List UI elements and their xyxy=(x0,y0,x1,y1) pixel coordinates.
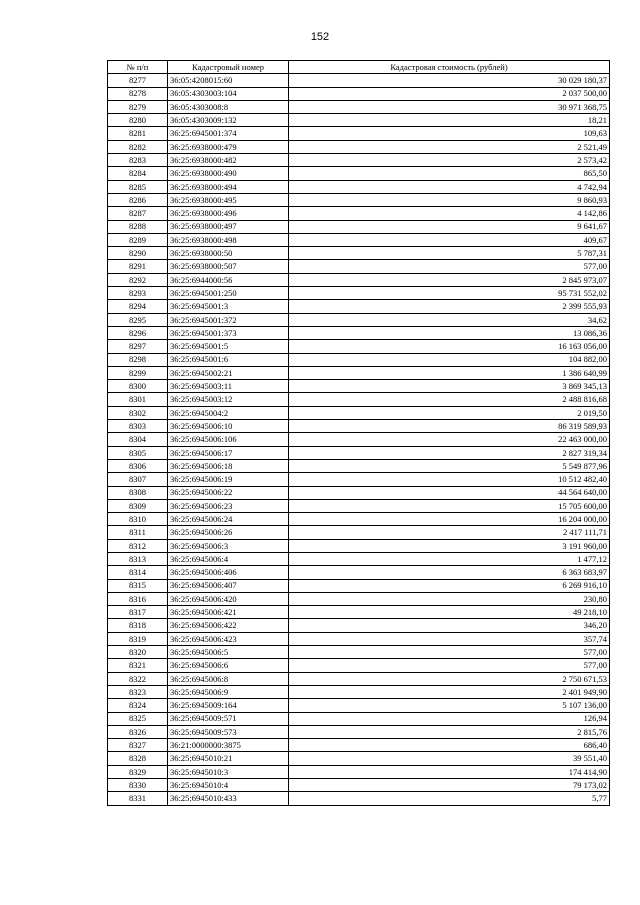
cadastral-value-cell: 4 742,94 xyxy=(289,180,610,193)
table-row xyxy=(108,606,610,619)
table-row xyxy=(108,233,610,246)
row-number-cell: 8327 xyxy=(108,739,168,752)
cadastral-value-cell: 44 564 640,00 xyxy=(289,486,610,499)
row-number-cell: 8277 xyxy=(108,74,168,87)
row-number-cell: 8319 xyxy=(108,632,168,645)
cadastral-number-cell: 36:25:6945006:106 xyxy=(168,433,289,446)
cadastral-value-cell: 865,50 xyxy=(289,167,610,180)
table-row xyxy=(108,765,610,778)
cadastral-value-cell: 16 204 000,00 xyxy=(289,513,610,526)
table-row xyxy=(108,632,610,645)
cadastral-number-cell: 36:05:4208015:60 xyxy=(168,74,289,87)
table-row xyxy=(108,699,610,712)
row-number-cell: 8323 xyxy=(108,685,168,698)
cadastral-value-cell: 30 971 368,75 xyxy=(289,100,610,113)
row-number-cell: 8317 xyxy=(108,606,168,619)
table-row xyxy=(108,140,610,153)
row-number-cell: 8297 xyxy=(108,340,168,353)
cadastral-value-cell: 2 037 500,00 xyxy=(289,87,610,100)
cadastral-number-cell: 36:25:6945006:423 xyxy=(168,632,289,645)
table-row xyxy=(108,739,610,752)
row-number-cell: 8318 xyxy=(108,619,168,632)
row-number-cell: 8316 xyxy=(108,592,168,605)
cadastral-number-cell: 36:25:6944000:56 xyxy=(168,273,289,286)
cadastral-number-cell: 36:25:6945001:372 xyxy=(168,313,289,326)
cadastral-value-cell: 3 191 960,00 xyxy=(289,539,610,552)
cadastral-value-cell: 5 787,31 xyxy=(289,247,610,260)
table-row xyxy=(108,260,610,273)
table-row xyxy=(108,393,610,406)
cadastral-value-cell: 577,00 xyxy=(289,646,610,659)
row-number-cell: 8298 xyxy=(108,353,168,366)
row-number-cell: 8314 xyxy=(108,566,168,579)
cadastral-number-cell: 36:25:6938000:498 xyxy=(168,233,289,246)
cadastral-number-cell: 36:25:6945001:250 xyxy=(168,287,289,300)
row-number-cell: 8299 xyxy=(108,366,168,379)
cadastral-value-cell: 9 860,93 xyxy=(289,193,610,206)
cadastral-number-cell: 36:05:4303008:8 xyxy=(168,100,289,113)
cadastral-value-cell: 18,21 xyxy=(289,114,610,127)
cadastral-number-cell: 36:25:6945006:18 xyxy=(168,459,289,472)
cadastral-value-cell: 30 029 180,37 xyxy=(289,74,610,87)
cadastral-number-cell: 36:25:6945002:21 xyxy=(168,366,289,379)
table-row xyxy=(108,513,610,526)
table-row xyxy=(108,566,610,579)
row-number-cell: 8282 xyxy=(108,140,168,153)
cadastral-value-cell: 15 705 600,00 xyxy=(289,499,610,512)
cadastral-value-cell: 2 401 949,90 xyxy=(289,685,610,698)
cadastral-value-cell: 126,94 xyxy=(289,712,610,725)
cadastral-number-cell: 36:25:6945003:11 xyxy=(168,380,289,393)
cadastral-value-cell: 6 363 683,97 xyxy=(289,566,610,579)
cadastral-number-cell: 36:25:6945006:26 xyxy=(168,526,289,539)
table-row xyxy=(108,659,610,672)
table-row xyxy=(108,486,610,499)
row-number-cell: 8325 xyxy=(108,712,168,725)
row-number-cell: 8291 xyxy=(108,260,168,273)
cadastral-number-cell: 36:25:6945009:164 xyxy=(168,699,289,712)
cadastral-number-cell: 36:25:6945006:4 xyxy=(168,552,289,565)
cadastral-value-cell: 2 573,42 xyxy=(289,154,610,167)
row-number-cell: 8310 xyxy=(108,513,168,526)
cadastral-number-cell: 36:25:6938000:497 xyxy=(168,220,289,233)
cadastral-value-cell: 49 218,10 xyxy=(289,606,610,619)
row-number-cell: 8304 xyxy=(108,433,168,446)
cadastral-value-cell: 3 869 345,13 xyxy=(289,380,610,393)
table-row xyxy=(108,672,610,685)
table-row xyxy=(108,712,610,725)
column-header-cadastral-number: Кадастровый номер xyxy=(168,61,289,74)
table-body xyxy=(108,74,610,805)
table-row xyxy=(108,646,610,659)
cadastral-number-cell: 36:25:6945004:2 xyxy=(168,406,289,419)
cadastral-value-cell: 2 019,50 xyxy=(289,406,610,419)
cadastral-value-cell: 16 163 056,00 xyxy=(289,340,610,353)
row-number-cell: 8326 xyxy=(108,725,168,738)
row-number-cell: 8286 xyxy=(108,193,168,206)
cadastral-number-cell: 36:25:6945006:6 xyxy=(168,659,289,672)
row-number-cell: 8290 xyxy=(108,247,168,260)
cadastral-value-cell: 5 549 877,96 xyxy=(289,459,610,472)
row-number-cell: 8279 xyxy=(108,100,168,113)
table-row xyxy=(108,74,610,87)
cadastral-value-cell: 109,63 xyxy=(289,127,610,140)
cadastral-value-cell: 79 173,02 xyxy=(289,779,610,792)
row-number-cell: 8293 xyxy=(108,287,168,300)
table-row xyxy=(108,366,610,379)
cadastral-value-table xyxy=(107,60,610,806)
cadastral-number-cell: 36:25:6938000:490 xyxy=(168,167,289,180)
table-row xyxy=(108,406,610,419)
table-row xyxy=(108,459,610,472)
cadastral-number-cell: 36:25:6945010:21 xyxy=(168,752,289,765)
cadastral-number-cell: 36:25:6945006:22 xyxy=(168,486,289,499)
row-number-cell: 8300 xyxy=(108,380,168,393)
row-number-cell: 8302 xyxy=(108,406,168,419)
row-number-cell: 8305 xyxy=(108,446,168,459)
cadastral-value-cell: 104 882,00 xyxy=(289,353,610,366)
table-row xyxy=(108,114,610,127)
cadastral-number-cell: 36:25:6945001:6 xyxy=(168,353,289,366)
table-row xyxy=(108,193,610,206)
table-row xyxy=(108,220,610,233)
cadastral-value-cell: 2 521,49 xyxy=(289,140,610,153)
cadastral-number-cell: 36:25:6938000:496 xyxy=(168,207,289,220)
cadastral-value-cell: 34,62 xyxy=(289,313,610,326)
cadastral-number-cell: 36:25:6945001:374 xyxy=(168,127,289,140)
row-number-cell: 8289 xyxy=(108,233,168,246)
cadastral-number-cell: 36:25:6945009:571 xyxy=(168,712,289,725)
table-row xyxy=(108,446,610,459)
table-row xyxy=(108,380,610,393)
row-number-cell: 8303 xyxy=(108,420,168,433)
cadastral-number-cell: 36:25:6945006:9 xyxy=(168,685,289,698)
cadastral-value-cell: 5 107 136,00 xyxy=(289,699,610,712)
column-header-number: № п/п xyxy=(108,61,168,74)
cadastral-value-cell: 174 414,90 xyxy=(289,765,610,778)
cadastral-number-cell: 36:25:6945001:373 xyxy=(168,326,289,339)
table-row xyxy=(108,685,610,698)
table-row xyxy=(108,340,610,353)
row-number-cell: 8281 xyxy=(108,127,168,140)
cadastral-number-cell: 36:25:6945006:24 xyxy=(168,513,289,526)
cadastral-value-cell: 6 269 916,10 xyxy=(289,579,610,592)
cadastral-value-cell: 2 827 319,34 xyxy=(289,446,610,459)
table-row xyxy=(108,526,610,539)
cadastral-number-cell: 36:25:6938000:479 xyxy=(168,140,289,153)
cadastral-value-cell: 2 488 816,68 xyxy=(289,393,610,406)
column-header-cadastral-value: Кадастровая стоимость (рублей) xyxy=(289,61,610,74)
cadastral-number-cell: 36:25:6945006:406 xyxy=(168,566,289,579)
row-number-cell: 8292 xyxy=(108,273,168,286)
cadastral-number-cell: 36:25:6945009:573 xyxy=(168,725,289,738)
cadastral-value-cell: 2 399 555,93 xyxy=(289,300,610,313)
row-number-cell: 8308 xyxy=(108,486,168,499)
cadastral-number-cell: 36:25:6938000:495 xyxy=(168,193,289,206)
cadastral-value-cell: 346,20 xyxy=(289,619,610,632)
table-row xyxy=(108,433,610,446)
cadastral-number-cell: 36:25:6945006:5 xyxy=(168,646,289,659)
cadastral-number-cell: 36:25:6938000:507 xyxy=(168,260,289,273)
row-number-cell: 8321 xyxy=(108,659,168,672)
cadastral-value-cell: 577,00 xyxy=(289,260,610,273)
row-number-cell: 8287 xyxy=(108,207,168,220)
table-row xyxy=(108,273,610,286)
table-header-row xyxy=(108,61,610,74)
cadastral-number-cell: 36:25:6945006:23 xyxy=(168,499,289,512)
cadastral-value-cell: 2 750 671,53 xyxy=(289,672,610,685)
row-number-cell: 8278 xyxy=(108,87,168,100)
table-row xyxy=(108,752,610,765)
row-number-cell: 8296 xyxy=(108,326,168,339)
cadastral-number-cell: 36:25:6945006:420 xyxy=(168,592,289,605)
cadastral-number-cell: 36:25:6945010:4 xyxy=(168,779,289,792)
cadastral-value-cell: 1 477,12 xyxy=(289,552,610,565)
cadastral-number-cell: 36:25:6945006:19 xyxy=(168,473,289,486)
row-number-cell: 8301 xyxy=(108,393,168,406)
table-row xyxy=(108,326,610,339)
cadastral-value-cell: 22 463 000,00 xyxy=(289,433,610,446)
row-number-cell: 8295 xyxy=(108,313,168,326)
table-row xyxy=(108,499,610,512)
cadastral-value-cell: 2 417 111,71 xyxy=(289,526,610,539)
row-number-cell: 8322 xyxy=(108,672,168,685)
cadastral-number-cell: 36:25:6945010:433 xyxy=(168,792,289,805)
row-number-cell: 8306 xyxy=(108,459,168,472)
cadastral-number-cell: 36:25:6938000:494 xyxy=(168,180,289,193)
row-number-cell: 8309 xyxy=(108,499,168,512)
table-row xyxy=(108,353,610,366)
page-number: 152 xyxy=(310,31,330,43)
row-number-cell: 8307 xyxy=(108,473,168,486)
row-number-cell: 8294 xyxy=(108,300,168,313)
cadastral-value-cell: 686,40 xyxy=(289,739,610,752)
cadastral-number-cell: 36:25:6945006:421 xyxy=(168,606,289,619)
table-row xyxy=(108,552,610,565)
row-number-cell: 8280 xyxy=(108,114,168,127)
cadastral-number-cell: 36:25:6938000:50 xyxy=(168,247,289,260)
row-number-cell: 8311 xyxy=(108,526,168,539)
table-row xyxy=(108,287,610,300)
table-row xyxy=(108,167,610,180)
cadastral-value-cell: 1 386 640,99 xyxy=(289,366,610,379)
row-number-cell: 8283 xyxy=(108,154,168,167)
cadastral-value-cell: 357,74 xyxy=(289,632,610,645)
row-number-cell: 8328 xyxy=(108,752,168,765)
table-row xyxy=(108,207,610,220)
table-row xyxy=(108,725,610,738)
cadastral-value-cell: 95 731 552,02 xyxy=(289,287,610,300)
cadastral-number-cell: 36:25:6945006:8 xyxy=(168,672,289,685)
cadastral-number-cell: 36:25:6945006:422 xyxy=(168,619,289,632)
cadastral-number-cell: 36:25:6945010:3 xyxy=(168,765,289,778)
table-row xyxy=(108,579,610,592)
row-number-cell: 8324 xyxy=(108,699,168,712)
cadastral-value-cell: 409,67 xyxy=(289,233,610,246)
row-number-cell: 8288 xyxy=(108,220,168,233)
cadastral-number-cell: 36:25:6938000:482 xyxy=(168,154,289,167)
cadastral-value-cell: 86 319 589,93 xyxy=(289,420,610,433)
table-row xyxy=(108,619,610,632)
cadastral-number-cell: 36:21:0000000:3875 xyxy=(168,739,289,752)
row-number-cell: 8285 xyxy=(108,180,168,193)
cadastral-number-cell: 36:05:4303003:104 xyxy=(168,87,289,100)
cadastral-number-cell: 36:05:4303009:132 xyxy=(168,114,289,127)
table-row xyxy=(108,420,610,433)
row-number-cell: 8313 xyxy=(108,552,168,565)
cadastral-number-cell: 36:25:6945006:3 xyxy=(168,539,289,552)
table-row xyxy=(108,180,610,193)
cadastral-number-cell: 36:25:6945006:17 xyxy=(168,446,289,459)
table-row xyxy=(108,779,610,792)
table-row xyxy=(108,300,610,313)
cadastral-value-cell: 2 815,76 xyxy=(289,725,610,738)
table-row xyxy=(108,127,610,140)
row-number-cell: 8331 xyxy=(108,792,168,805)
cadastral-number-cell: 36:25:6945001:5 xyxy=(168,340,289,353)
row-number-cell: 8312 xyxy=(108,539,168,552)
cadastral-value-cell: 13 086,36 xyxy=(289,326,610,339)
table-row xyxy=(108,87,610,100)
cadastral-value-cell: 10 512 482,40 xyxy=(289,473,610,486)
cadastral-number-cell: 36:25:6945006:407 xyxy=(168,579,289,592)
cadastral-number-cell: 36:25:6945006:10 xyxy=(168,420,289,433)
cadastral-value-cell: 9 641,67 xyxy=(289,220,610,233)
table-row xyxy=(108,592,610,605)
cadastral-value-cell: 2 845 973,07 xyxy=(289,273,610,286)
table-row xyxy=(108,247,610,260)
table-row xyxy=(108,154,610,167)
table-row xyxy=(108,539,610,552)
row-number-cell: 8330 xyxy=(108,779,168,792)
row-number-cell: 8284 xyxy=(108,167,168,180)
table-row xyxy=(108,313,610,326)
table-row xyxy=(108,473,610,486)
cadastral-value-cell: 230,80 xyxy=(289,592,610,605)
row-number-cell: 8329 xyxy=(108,765,168,778)
cadastral-value-cell: 577,00 xyxy=(289,659,610,672)
table-row xyxy=(108,792,610,805)
row-number-cell: 8320 xyxy=(108,646,168,659)
cadastral-value-cell: 39 551,40 xyxy=(289,752,610,765)
cadastral-value-cell: 5,77 xyxy=(289,792,610,805)
table-row xyxy=(108,100,610,113)
cadastral-number-cell: 36:25:6945003:12 xyxy=(168,393,289,406)
row-number-cell: 8315 xyxy=(108,579,168,592)
cadastral-number-cell: 36:25:6945001:3 xyxy=(168,300,289,313)
cadastral-value-cell: 4 142,86 xyxy=(289,207,610,220)
